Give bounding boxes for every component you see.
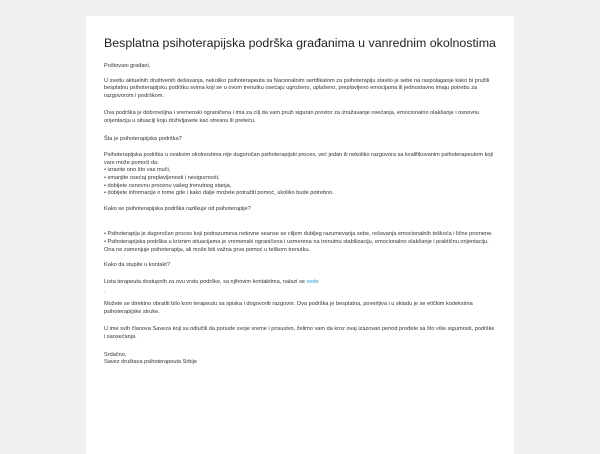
article-card — [86, 16, 514, 454]
list-item: • izrazite ono što vas muči, — [104, 167, 496, 175]
list-item: • dobijete osnovnu procenu vašeg trenutnog stanja, — [104, 183, 496, 191]
closing-paragraph: U ime svih članova Saveza koji su odlučili da ponude svoje vreme i prisustvo, želimo vam da kroz ovaj izazovan period prođete sa što više sigurnosti, podrške i saosećanja. — [104, 326, 495, 341]
support-benefits-list — [104, 167, 496, 197]
difference-list — [104, 231, 496, 254]
page-title: Besplatna psihoterapijska podrška građanima u vanrednim okolnostima — [104, 36, 496, 50]
intro-paragraph: U svetlu aktuelnih društvenih dešavanja, nekoliko psihoterapeuta sa Nacionalnim sertifikatom za psihoterapiju stavilo je sebe na raspolaganje kako bi pružili besplatnu psihoterapijsku podršku svima koji se u ovom trenutku osećaju ugroženo, uplašeno, preplavljeno emocijama ili jednostavno imaju potrebu za razgovorom i podrškom. — [104, 77, 490, 99]
question-contact: Kako da stupite u kontakt? — [104, 262, 170, 269]
question-what-is-support: Šta je psihoterapijska podrška? — [104, 135, 182, 142]
direct-contact-paragraph: Možete se direktno obratiti bilo kom terapeutu sa spiska i dogovoriti razgovor. Ova podrška je besplatna, poverljiva i u skladu je se etičkim kodeksima psihoterapijske struke. — [104, 301, 473, 315]
voluntary-paragraph: Ova podrška je dobrovoljna i vremenski ograničena i ima za cilj da vam pruži siguran prostor za izražavanje osećanja, emocionalno olakšanje i osnovnu orijentaciju u situaciji koju doživljavete kao stresnu ili preteću. — [104, 110, 480, 124]
contact-paragraph — [104, 279, 496, 287]
greeting: Poštovani građani, — [104, 63, 151, 69]
signature-greeting: Srdačno, — [104, 351, 127, 358]
therapist-list-link[interactable]: ovde — [306, 278, 319, 285]
signature-organization: Savez društava psihoterapeuta Srbije — [104, 359, 197, 366]
contact-dot: . — [104, 288, 106, 295]
list-item: • smanjite osećaj preplavljenosti i nesigurnosti, — [104, 175, 496, 183]
question-difference: Kako se psihoterapijska podrška razlikuje od psihoterapije? — [104, 205, 251, 212]
list-item: • dobijete informacije o tome gde i kako dalje možete potražiti pomoć, ukoliko bude potrebno. — [104, 190, 496, 198]
contact-text: Lista terapeuta dostupnih za ovu vrstu podrške, sa njihovim kontaktima, nalazi se — [104, 278, 305, 285]
list-item: • Psihoterapijska podrška u kriznim situacijama je vremenski ograničena i usmerena na trenutnu stabilizaciju, emocionalno olakšanje i praktičnu orijentaciju. Ona ne zamenjuje psihoterapiju, ali može biti važna prva pomoć u teškom trenutku. — [104, 239, 496, 254]
list-item: • Psihoterapija je dugoročan proces koji podrazumeva redovne seanse se ciljem dubljeg razumevanja sebe, rešavanja emocionalnih teškoća i lične promene. — [104, 231, 496, 239]
support-description: Psihoterapijska podrška u ovakvim okolnostima nije dugoročan psihoterapijski proces, već jedan ili nekoliko razgovora sa kvalifikovanim psihoterapeutom koji vam može pomoći da: — [104, 152, 493, 166]
